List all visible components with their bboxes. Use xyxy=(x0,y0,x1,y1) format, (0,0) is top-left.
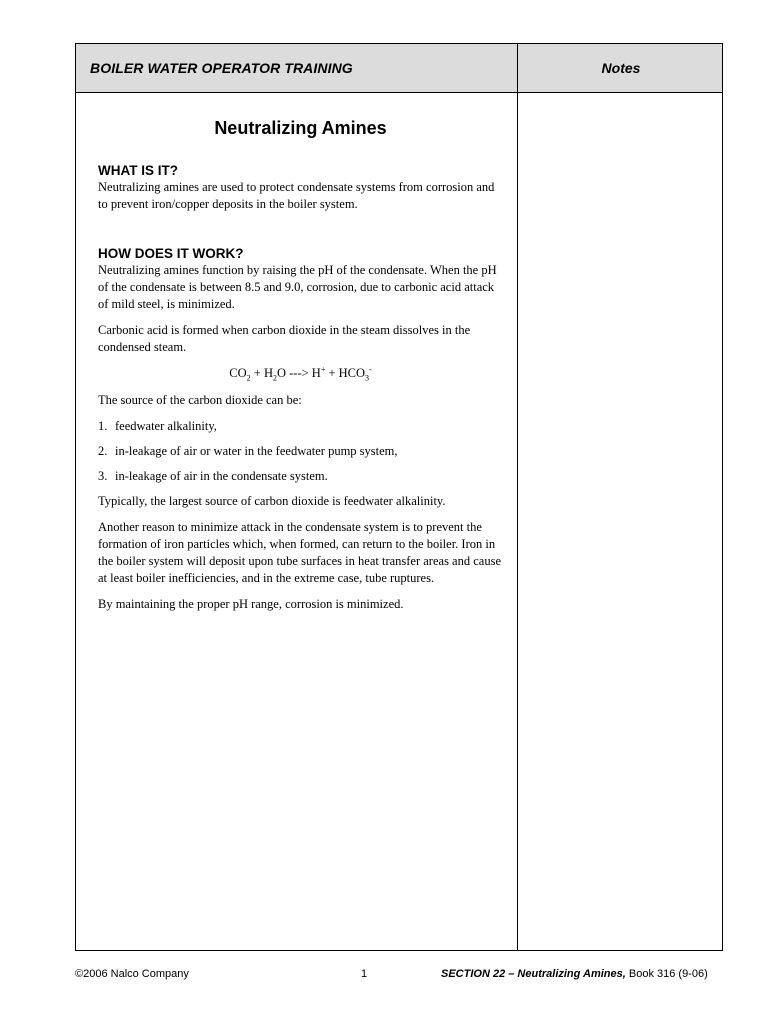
paragraph: Typically, the largest source of carbon dioxide is feedwater alkalinity. xyxy=(98,494,446,508)
paragraph: By maintaining the proper pH range, corrosion is minimized. xyxy=(98,597,404,611)
paragraph: Neutralizing amines are used to protect condensate systems from corrosion and to prevent iron/copper deposits in the boiler system. xyxy=(98,180,495,211)
header-bar xyxy=(76,44,722,93)
notes-column-divider xyxy=(517,44,518,950)
page-title: Neutralizing Amines xyxy=(214,118,387,138)
paragraph: Carbonic acid is formed when carbon dioxide in the steam dissolves in the condensed steam. xyxy=(98,323,471,354)
list-item: 1. feedwater alkalinity, xyxy=(98,419,217,433)
notes-column-heading: Notes xyxy=(601,60,641,76)
paragraph: Neutralizing amines function by raising the pH of the condensate. When the pH of the condensate is between 8.5 and 9.0, corrosion, due to carbonic acid attack of mild steel, is minimized. xyxy=(98,263,497,311)
footer-section-info: SECTION 22 – Neutralizing Amines, Book 316 (9-06) xyxy=(441,968,708,980)
footer-copyright: ©2006 Nalco Company xyxy=(75,968,189,980)
list-item: 3. in-leakage of air in the condensate system. xyxy=(98,469,328,483)
paragraph: The source of the carbon dioxide can be: xyxy=(98,393,302,407)
section-heading-what: WHAT IS IT? xyxy=(98,163,178,178)
chemical-equation: $CO_2 + H_2O$ ---> $H^+ + HCO_3^-$ xyxy=(229,364,372,383)
paragraph: Another reason to minimize attack in the condensate system is to prevent the formation of iron particles which, when formed, can return to the boiler. Iron in the boiler system will deposit upon tube surfaces in heat transfer areas and cause at least boiler inefficiencies, and in the extreme case, tube ruptures. xyxy=(98,520,501,585)
section-heading-how: HOW DOES IT WORK? xyxy=(98,246,244,261)
page-frame xyxy=(75,43,723,951)
footer-page-number: 1 xyxy=(361,968,368,980)
list-item: 2. in-leakage of air or water in the feedwater pump system, xyxy=(98,444,398,458)
header-title: BOILER WATER OPERATOR TRAINING xyxy=(90,60,353,76)
main-content xyxy=(98,116,503,622)
